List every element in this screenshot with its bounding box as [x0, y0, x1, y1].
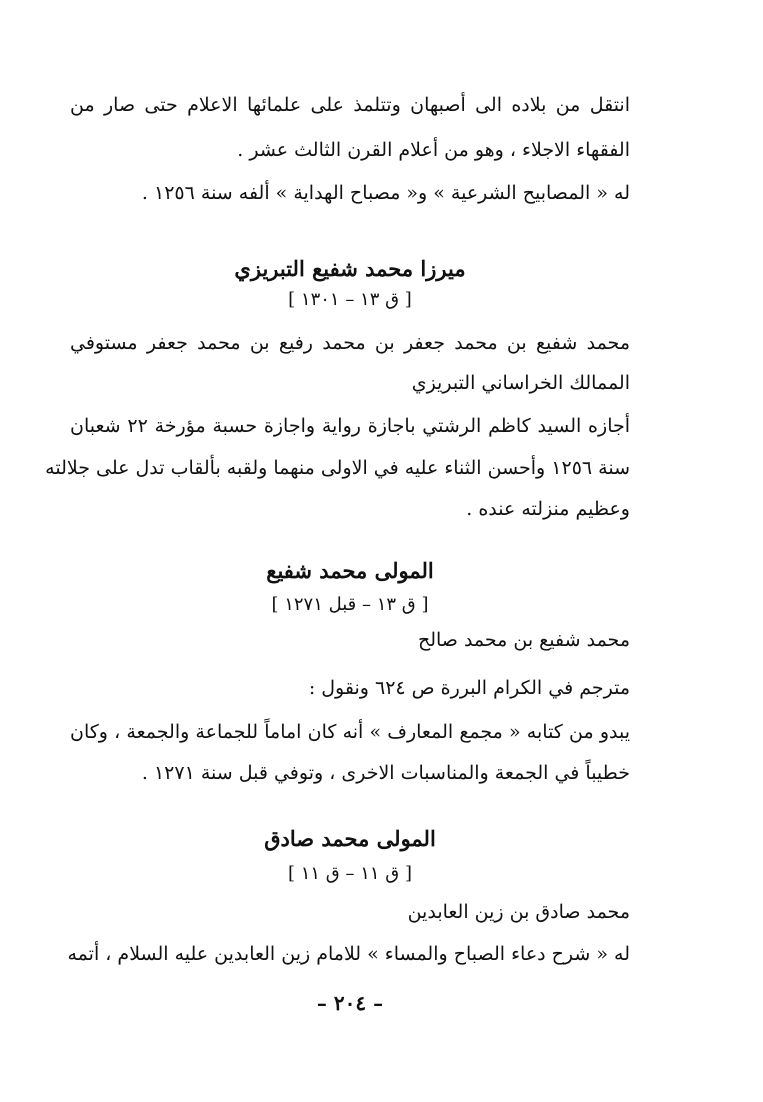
entry-1-line-5: وعظيم منزلته عنده .	[466, 498, 630, 520]
entry-2-line-3: يبدو من كتابه « مجمع المعارف » أنه كان اماماً للجماعة والجمعة ، وكان	[70, 721, 630, 743]
entry-title-2: المولى محمد شفيع	[266, 558, 434, 583]
entry-1-line-2: الممالك الخراساني التبريزي	[411, 372, 630, 394]
entry-2-line-2: مترجم في الكرام البررة ص ٦٢٤ ونقول :	[308, 677, 630, 699]
intro-line-2: الفقهاء الاجلاء ، وهو من أعلام القرن الثالث عشر .	[237, 139, 630, 161]
entry-title-3: المولى محمد صادق	[264, 826, 436, 851]
intro-line-3: له « المصابيح الشرعية » و« مصباح الهداية » ألفه سنة ١٢٥٦ .	[141, 182, 630, 204]
entry-1-line-3: أجازه السيد كاظم الرشتي باجازة رواية واجازة حسبة مؤرخة ٢٢ شعبان	[70, 415, 631, 437]
entry-1-line-4: سنة ١٢٥٦ وأحسن الثناء عليه في الاولى منهما ولقبه بألقاب تدل على جلالته	[45, 457, 630, 479]
entry-2-line-1: محمد شفيع بن محمد صالح	[417, 629, 630, 651]
entry-1-line-1: محمد شفيع بن محمد جعفر بن محمد رفيع بن محمد جعفر مستوفي	[70, 332, 630, 354]
entry-3-line-1: محمد صادق بن زين العابدين	[407, 901, 630, 923]
entry-title-1: ميرزا محمد شفيع التبريزي	[234, 256, 466, 281]
intro-line-1: انتقل من بلاده الى أصبهان وتتلمذ على علمائها الاعلام حتى صار من	[70, 94, 630, 116]
page-number: – ٢٠٤ –	[316, 991, 384, 1015]
entry-dates-1: [ ق ١٣ – ١٣٠١ ]	[288, 289, 412, 310]
entry-3-line-2: له « شرح دعاء الصباح والمساء » للامام زين العابدين عليه السلام ، أتمه	[67, 943, 630, 965]
entry-2-line-4: خطيباً في الجمعة والمناسبات الاخرى ، وتوفي قبل سنة ١٢٧١ .	[141, 762, 630, 784]
entry-dates-3: [ ق ١١ – ق ١١ ]	[287, 863, 412, 884]
entry-dates-2: [ ق ١٣ – قبل ١٢٧١ ]	[271, 594, 429, 615]
